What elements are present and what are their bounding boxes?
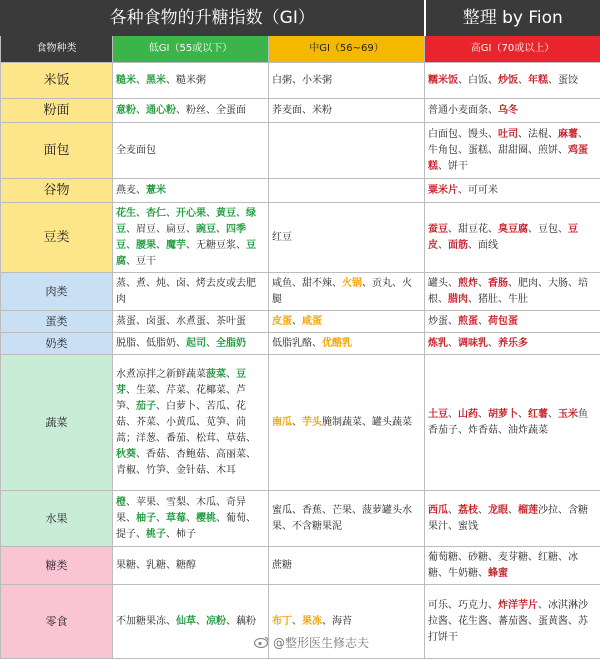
highlighted-food: 全脂奶 [216, 338, 246, 349]
high-gi-cell [425, 585, 600, 659]
category-cell: 谷物 [1, 179, 113, 203]
highlighted-food: 臭豆腐 [498, 224, 528, 235]
food-text: 白面包、馒头、 [428, 129, 498, 140]
highlighted-food: 四季豆 [116, 224, 246, 251]
highlighted-food: 炒饭 [498, 75, 518, 86]
high-gi-cell [425, 273, 600, 311]
food-text: 蒸蛋、卤蛋、水煮蛋、茶叶蛋 [116, 316, 246, 327]
food-text: 、豆包、 [528, 224, 568, 235]
highlighted-food: 布丁 [272, 616, 292, 627]
table-row [1, 547, 600, 585]
highlighted-food: 果冻 [302, 616, 322, 627]
food-text: 、生菜、芹菜、花椰菜、芦笋、 [116, 385, 246, 412]
highlighted-food: 杏仁 [146, 208, 166, 219]
highlighted-food: 腊肉 [448, 294, 468, 305]
mid-gi-cell [269, 179, 425, 203]
highlighted-food: 香肠 [488, 278, 508, 289]
highlighted-food: 荷包蛋 [488, 316, 518, 327]
food-text: 鱼香茄子、炸香菇、油炸蔬菜 [428, 409, 588, 436]
highlighted-food: 豆腐 [116, 240, 256, 267]
highlighted-food: 火锅 [342, 278, 362, 289]
low-gi-cell [113, 203, 269, 273]
mid-gi-cell [269, 311, 425, 333]
highlighted-food: 柚子 [136, 513, 156, 524]
page-title: 各种食物的升糖指数（GI） [1, 1, 425, 36]
highlighted-food: 魔芋 [166, 240, 186, 251]
mid-gi-cell [269, 333, 425, 355]
table-row [1, 491, 600, 547]
food-text: 腌制蔬菜、罐头蔬菜 [322, 417, 412, 428]
table-row [1, 355, 600, 491]
food-text: 、 [292, 417, 302, 428]
food-text: 、 [236, 208, 246, 219]
highlighted-food: 年糕 [528, 75, 548, 86]
food-text: 、面线 [468, 240, 498, 251]
food-text: 全麦面包 [116, 145, 156, 156]
highlighted-food: 调味乳 [458, 338, 488, 349]
highlighted-food: 粟米片 [428, 185, 458, 196]
food-text: 可乐、巧克力、 [428, 600, 498, 611]
highlighted-food: 龙眼 [488, 505, 508, 516]
food-text: 、 [548, 409, 558, 420]
table-row [1, 333, 600, 355]
food-text: 白粥、小米粥 [272, 75, 332, 86]
food-text: 葡萄糖、砂糖、麦芽糖、红糖、冰糖、牛奶糖、 [428, 552, 578, 579]
food-text: 罐头、 [428, 278, 458, 289]
food-text: 、苹果、雪梨、木瓜、奇异果、 [116, 497, 246, 524]
food-text: 、法棍、 [518, 129, 558, 140]
food-text: 炒蛋、 [428, 316, 458, 327]
highlighted-food: 通心粉 [146, 105, 176, 116]
food-text: 、贡丸、火腿 [272, 278, 412, 305]
mid-gi-cell [269, 355, 425, 491]
watermark-text: @整形医生修志夫 [273, 636, 369, 650]
category-cell: 水果 [1, 491, 113, 547]
highlighted-food: 煎蛋 [458, 316, 478, 327]
highlighted-food: 意粉 [116, 105, 136, 116]
high-gi-cell [425, 311, 600, 333]
category-cell: 面包 [1, 123, 113, 179]
highlighted-food: 乌冬 [498, 105, 518, 116]
mid-gi-cell [269, 123, 425, 179]
food-text: 、 [166, 208, 176, 219]
highlighted-food: 蚕豆 [428, 224, 448, 235]
food-text: 、 [196, 616, 206, 627]
highlighted-food: 仙草 [176, 616, 196, 627]
highlighted-food: 炸洋芋片 [498, 600, 538, 611]
category-cell: 蛋类 [1, 311, 113, 333]
food-text: 、 [478, 278, 488, 289]
food-text: 红豆 [272, 232, 292, 243]
table-row [1, 311, 600, 333]
highlighted-food: 皮蛋 [272, 316, 292, 327]
table-row [1, 99, 600, 123]
table-row [1, 273, 600, 311]
low-gi-cell [113, 333, 269, 355]
food-text: 低脂乳酪、 [272, 338, 322, 349]
food-text: 、 [186, 513, 196, 524]
food-text: 、柿子 [166, 529, 196, 540]
highlighted-food: 养乐多 [498, 338, 528, 349]
mid-gi-cell [269, 491, 425, 547]
table-row [1, 63, 600, 99]
highlighted-food: 黑米 [146, 75, 166, 86]
highlighted-food: 绿豆 [116, 208, 256, 235]
mid-gi-cell [269, 203, 425, 273]
highlighted-food: 榴莲 [518, 505, 538, 516]
food-text: 沙拉、含糖果汁、蜜饯 [428, 505, 588, 532]
highlighted-food: 开心果 [176, 208, 206, 219]
food-text: 燕麦、 [116, 185, 146, 196]
food-text: 、豆干 [126, 256, 156, 267]
food-text: 、香菇、杏鲍菇、高丽菜、青椒、竹笋、金针菇、木耳 [116, 449, 256, 476]
food-text: 蒸、煮、炖、卤、烤去皮或去肥肉 [116, 278, 256, 305]
low-gi-cell [113, 491, 269, 547]
food-text: 、 [216, 224, 226, 235]
highlighted-food: 菠菜 [206, 369, 226, 380]
highlighted-food: 咸蛋 [302, 316, 322, 327]
highlighted-food: 山药 [458, 409, 478, 420]
food-text: 、白萝卜、苦瓜、花菇、芥菜、小黄瓜、苋笋、茼蒿；洋葱、番茄、松茸、草菇、 [116, 401, 256, 444]
food-text: 、藕粉 [226, 616, 256, 627]
high-gi-cell [425, 123, 600, 179]
mid-gi-cell [269, 547, 425, 585]
food-text: 、无糖豆浆、 [186, 240, 246, 251]
highlighted-food: 薏米 [146, 185, 166, 196]
highlighted-food: 鸡蛋糕 [428, 145, 588, 172]
header-category: 食物种类 [1, 36, 113, 63]
highlighted-food: 蜂蜜 [488, 568, 508, 579]
highlighted-food: 糯米饭 [428, 75, 458, 86]
high-gi-cell [425, 333, 600, 355]
category-cell: 零食 [1, 585, 113, 659]
food-text: 荞麦面、米粉 [272, 105, 332, 116]
highlighted-food: 炼乳 [428, 338, 448, 349]
low-gi-cell [113, 63, 269, 99]
food-text: 、 [518, 409, 528, 420]
low-gi-cell [113, 99, 269, 123]
low-gi-cell [113, 355, 269, 491]
food-text: 、 [126, 240, 136, 251]
food-text: 、 [136, 208, 146, 219]
food-text: 、可可米 [458, 185, 498, 196]
highlighted-food: 桃子 [146, 529, 166, 540]
header-mid-gi: 中GI（56~69） [269, 36, 425, 63]
food-text: 普通小麦面条、 [428, 105, 498, 116]
mid-gi-cell [269, 63, 425, 99]
highlighted-food: 豌豆 [196, 224, 216, 235]
food-text: 、 [206, 338, 216, 349]
food-text: 、粉丝、全蛋面 [176, 105, 246, 116]
food-text: 、 [292, 616, 302, 627]
food-text: 、蛋饺 [548, 75, 578, 86]
food-text: 、 [448, 505, 458, 516]
low-gi-cell [113, 273, 269, 311]
highlighted-food: 草莓 [166, 513, 186, 524]
food-text: 、 [136, 105, 146, 116]
category-cell: 粉面 [1, 99, 113, 123]
high-gi-cell [425, 179, 600, 203]
high-gi-cell [425, 99, 600, 123]
food-text: 、 [478, 505, 488, 516]
header-low-gi: 低GI（55或以下） [113, 36, 269, 63]
highlighted-food: 芋头 [302, 417, 322, 428]
title-row [1, 1, 600, 36]
food-text: 、糙米粥 [166, 75, 206, 86]
highlighted-food: 腰果 [136, 240, 156, 251]
food-text: 、 [448, 409, 458, 420]
food-text: 、 [478, 316, 488, 327]
food-text: 、肥肉、大肠、培根、 [428, 278, 588, 305]
food-text: 、 [136, 75, 146, 86]
low-gi-cell [113, 547, 269, 585]
food-text: 、 [478, 409, 488, 420]
food-text: 脱脂、低脂奶、 [116, 338, 186, 349]
highlighted-food: 豆芽 [116, 369, 246, 396]
food-text: 、 [438, 240, 448, 251]
category-cell: 蔬菜 [1, 355, 113, 491]
food-text: 、甜豆花、 [448, 224, 498, 235]
food-text: 蜜瓜、香蕉、芒果、菠萝罐头水果、不含糖果泥 [272, 505, 412, 532]
food-text: 蔗糖 [272, 560, 292, 571]
author-credit: 整理 by Fion [425, 1, 600, 36]
food-text: 、葡萄、提子、 [116, 513, 256, 540]
highlighted-food: 红薯 [528, 409, 548, 420]
table-row [1, 203, 600, 273]
header-high-gi: 高GI（70或以上） [425, 36, 600, 63]
header-row [1, 36, 600, 63]
highlighted-food: 秋葵 [116, 449, 136, 460]
category-cell: 奶类 [1, 333, 113, 355]
highlighted-food: 南瓜 [272, 417, 292, 428]
food-text: 、冰淇淋沙拉酱、花生酱、蕃茄酱、蛋黄酱、苏打饼干 [428, 600, 588, 643]
highlighted-food: 凉粉 [206, 616, 226, 627]
highlighted-food: 樱桃 [196, 513, 216, 524]
food-text: 、 [448, 338, 458, 349]
food-text: 、 [156, 513, 166, 524]
highlighted-food: 黄豆 [216, 208, 236, 219]
category-cell: 米饭 [1, 63, 113, 99]
food-text: 、海苔 [322, 616, 352, 627]
low-gi-cell [113, 311, 269, 333]
highlighted-food: 面筋 [448, 240, 468, 251]
highlighted-food: 煎炸 [458, 278, 478, 289]
highlighted-food: 茄子 [136, 401, 156, 412]
low-gi-cell [113, 179, 269, 203]
category-cell: 糖类 [1, 547, 113, 585]
highlighted-food: 玉米 [558, 409, 578, 420]
highlighted-food: 西瓜 [428, 505, 448, 516]
mid-gi-cell [269, 273, 425, 311]
highlighted-food: 起司 [186, 338, 206, 349]
food-text: 、 [488, 338, 498, 349]
category-cell: 肉类 [1, 273, 113, 311]
food-text: 、 [226, 369, 236, 380]
food-text: 、 [292, 316, 302, 327]
table-row [1, 123, 600, 179]
highlighted-food: 胡萝卜 [488, 409, 518, 420]
high-gi-cell [425, 547, 600, 585]
highlighted-food: 土豆 [428, 409, 448, 420]
high-gi-cell [425, 203, 600, 273]
highlighted-food: 荔枝 [458, 505, 478, 516]
highlighted-food: 优酪乳 [322, 338, 352, 349]
mid-gi-cell [269, 99, 425, 123]
weibo-icon [254, 636, 270, 648]
highlighted-food: 糙米 [116, 75, 136, 86]
food-text: 、眉豆、扁豆、 [126, 224, 196, 235]
food-text: 果糖、乳糖、糖醇 [116, 560, 196, 571]
low-gi-cell [113, 585, 269, 659]
high-gi-cell [425, 63, 600, 99]
food-text: 、 [508, 505, 518, 516]
table-row [1, 179, 600, 203]
food-text: 不加糖果冻、 [116, 616, 176, 627]
food-text: 、牛角包、蛋糕、甜甜圈、煎饼、 [428, 129, 588, 156]
low-gi-cell [113, 123, 269, 179]
food-text: 咸鱼、甜不辣、 [272, 278, 342, 289]
watermark [254, 634, 369, 651]
food-text: 、白饭、 [458, 75, 498, 86]
category-cell: 豆类 [1, 203, 113, 273]
highlighted-food: 豆皮 [428, 224, 578, 251]
high-gi-cell [425, 491, 600, 547]
highlighted-food: 麻薯 [558, 129, 578, 140]
highlighted-food: 吐司 [498, 129, 518, 140]
high-gi-cell [425, 355, 600, 491]
food-text: 、 [206, 208, 216, 219]
food-text: 、饼干 [438, 161, 468, 172]
food-text: 、 [156, 240, 166, 251]
food-text: 水煮凉拌之新鲜蔬菜 [116, 369, 206, 380]
food-text: 、 [518, 75, 528, 86]
highlighted-food: 橙 [116, 497, 126, 508]
highlighted-food: 花生 [116, 208, 136, 219]
food-text: 、猪肚、牛肚 [468, 294, 528, 305]
